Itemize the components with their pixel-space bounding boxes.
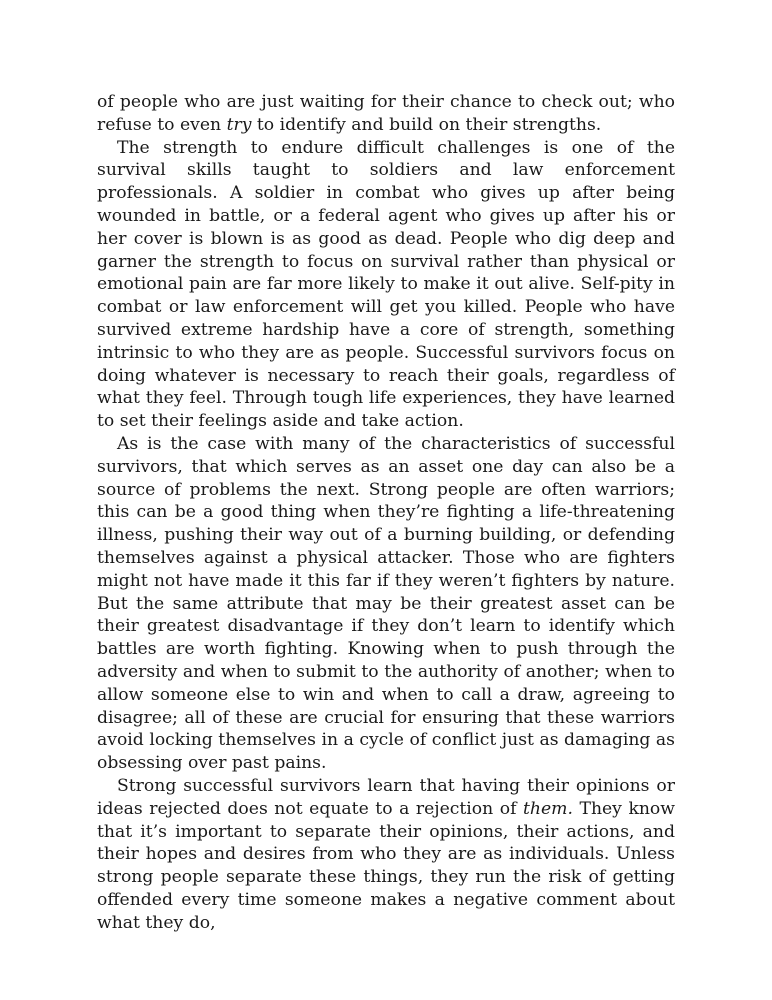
paragraph — [97, 433, 675, 775]
paragraph — [97, 137, 675, 433]
text-segment: to identify and build on their strengths. — [251, 114, 602, 135]
paragraph — [97, 91, 675, 137]
book-page-body — [97, 91, 675, 934]
text-segment: of people who are just waiting for their chance to check out; who refuse to even — [97, 92, 675, 135]
text-segment: As is the case with many of the characteristics of successful survivors, that which serves as an asset one day can also be a source of problems the next. Strong people are often warriors; this can be a good thing when they’re fighting a life-threatening illness, pushing their way out of a burning building, or defending themselves against a physical attacker. Those who are fighters might not have made it this far if they weren’t fighters by nature. But the same attribute that may be their greatest asset can be their greatest disadvantage if they don’t learn to identify which battles are worth fighting. Knowing when to push through the adversity and when to submit to the authority of another; when to allow someone else to win and when to call a draw, agreeing to disagree; all of these are crucial for ensuring that these warriors avoid locking themselves in a cycle of conflict just as damaging as obsessing over past pains. — [97, 433, 675, 774]
paragraph — [97, 775, 675, 935]
text-segment: Strong successful survivors learn that having their opinions or ideas rejected does not equate to a rejection of — [97, 775, 675, 819]
emphasis-text: them. — [523, 798, 573, 819]
text-segment: The strength to endure difficult challenges is one of the survival skills taught to soldiers and law enforcement professionals. A soldier in combat who gives up after being wounded in battle, or a federal agent who gives up after his or her cover is blown is as good as dead. People who dig deep and garner the strength to focus on survival rather than physical or emotional pain are far more likely to make it out alive. Self-pity in combat or law enforcement will get you killed. People who have survived extreme hardship have a core of strength, something intrinsic to who they are as people. Successful survivors focus on doing whatever is necessary to reach their goals, regardless of what they feel. Through tough life experiences, they have learned to set their feelings aside and take action. — [97, 137, 675, 432]
emphasis-text: try — [226, 114, 252, 135]
text-segment: They know that it’s important to separate their opinions, their actions, and their hopes and desires from who they are as individuals. Unless strong people separate these things, they run the risk of getting offended every time someone makes a negative comment about what they do, — [97, 798, 675, 933]
